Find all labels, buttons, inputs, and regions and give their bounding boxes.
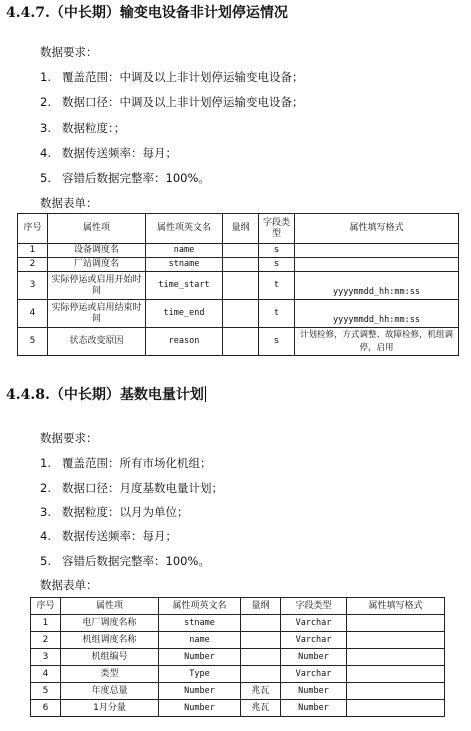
table-cell: 5 [18,328,48,356]
header-cell: 量纲 [223,214,259,244]
table-header-row [31,598,445,615]
table-cell: 5 [31,683,61,700]
header-cell: 字段类型 [259,214,295,244]
table-cell: 机组调度名称 [61,632,159,649]
table-cell: 兆瓦 [241,683,281,700]
table-cell: 6 [31,700,61,717]
table-header-row [18,214,459,244]
table-cell [241,632,281,649]
table-cell: Varchar [281,615,347,632]
header-cell: 属性项英文名 [146,214,223,244]
header-cell: 量纲 [241,598,281,615]
table-row [18,258,459,272]
table-cell: 状态改变原因 [48,328,146,356]
table-cell [295,258,459,272]
header-cell: 属性项 [61,598,159,615]
table-cell [347,666,445,683]
table-cell: 厂站调度名 [48,258,146,272]
table-cell: 计划检修，方式调整、故障检修，机组调停，启用 [295,328,459,356]
table-cell [223,300,259,328]
table-cell: t [259,272,295,300]
requirement-item: 4. 数据传送频率：每月； [40,146,177,160]
data-table-outage [17,213,459,356]
table-cell: time_start [146,272,223,300]
requirement-item: 5. 容错后数据完整率：100%。 [40,171,210,185]
table-cell: 兆瓦 [241,700,281,717]
table-row [31,632,445,649]
table-cell: 设备调度名 [48,244,146,258]
requirement-item: 2. 数据口径：中调及以上非计划停运输变电设备； [40,95,304,109]
table-cell: Number [281,649,347,666]
table-cell: time_end [146,300,223,328]
table-cell: s [259,244,295,258]
table-cell: 机组编号 [61,649,159,666]
table-cell: 1 [31,615,61,632]
table-cell: name [159,632,241,649]
header-cell: 属性项英文名 [159,598,241,615]
data-table-label: 数据表单： [40,578,98,592]
requirement-item: 5. 容错后数据完整率：100%。 [40,554,210,568]
table-cell [295,244,459,258]
table-cell: reason [146,328,223,356]
table-cell: 类型 [61,666,159,683]
table-cell [347,615,445,632]
table-cell [347,700,445,717]
header-cell: 属性项 [48,214,146,244]
table-row [18,272,459,300]
table-cell [223,244,259,258]
table-row [18,300,459,328]
table-cell: Type [159,666,241,683]
table-cell: 实际停运或启用结束时间 [48,300,146,328]
table-cell: Varchar [281,632,347,649]
table-cell: 4 [31,666,61,683]
requirement-item: 1. 覆盖范围：所有市场化机组； [40,456,212,470]
table-cell: name [146,244,223,258]
table-cell: 1月分量 [61,700,159,717]
table-row [31,666,445,683]
table-cell [223,272,259,300]
requirement-item: 4. 数据传送频率：每月； [40,529,177,543]
section-number: 4.4.7. [6,5,50,21]
table-cell [223,258,259,272]
table-cell: stname [146,258,223,272]
table-row [18,244,459,258]
table-cell: 电厂调度名称 [61,615,159,632]
table-row [31,683,445,700]
table-cell: 实际停运或启用开始时间 [48,272,146,300]
table-row [31,649,445,666]
table-cell: s [259,328,295,356]
header-cell: 属性填写格式 [295,214,459,244]
requirement-item: 3. 数据粒度：以月为单位； [40,505,189,519]
table-cell: 2 [31,632,61,649]
table-cell: 3 [31,649,61,666]
table-row [18,328,459,356]
data-table-base-energy [30,597,445,717]
section-title: （中长期）输变电设备非计划停运情况 [49,5,288,21]
header-cell: 序号 [18,214,48,244]
table-cell: 3 [18,272,48,300]
table-cell [347,683,445,700]
data-requirements-label: 数据要求： [40,431,98,445]
section-heading-4-4-7 [6,2,288,22]
requirement-item: 3. 数据粒度：； [40,121,126,135]
table-cell [241,649,281,666]
table-row [31,700,445,717]
table-cell [241,615,281,632]
table-cell: s [259,258,295,272]
data-requirements-label: 数据要求： [40,45,98,59]
data-table-label: 数据表单： [40,196,98,210]
header-cell: 序号 [31,598,61,615]
table-cell: 4 [18,300,48,328]
table-cell: yyyymmdd_hh:mm:ss [295,272,459,300]
requirement-item: 1. 覆盖范围：中调及以上非计划停运输变电设备； [40,70,304,84]
table-cell: Number [159,649,241,666]
requirement-item: 2. 数据口径：月度基数电量计划； [40,481,223,495]
table-cell: Number [159,700,241,717]
section-title: （中长期）基数电量计划 [49,387,204,403]
section-number: 4.4.8. [6,387,50,403]
table-cell: Number [159,683,241,700]
table-row [31,615,445,632]
header-cell: 属性填写格式 [347,598,445,615]
table-cell: 2 [18,258,48,272]
table-cell: Varchar [281,666,347,683]
table-cell [347,632,445,649]
table-cell [241,666,281,683]
table-cell: 年度总量 [61,683,159,700]
table-cell: Number [281,683,347,700]
table-cell [347,649,445,666]
section-heading-4-4-8 [6,384,206,404]
table-cell: Number [281,700,347,717]
table-cell: stname [159,615,241,632]
table-cell [223,328,259,356]
table-cell: yyyymmdd_hh:mm:ss [295,300,459,328]
text-cursor [205,386,207,402]
table-cell: t [259,300,295,328]
table-cell: 1 [18,244,48,258]
header-cell: 字段类型 [281,598,347,615]
